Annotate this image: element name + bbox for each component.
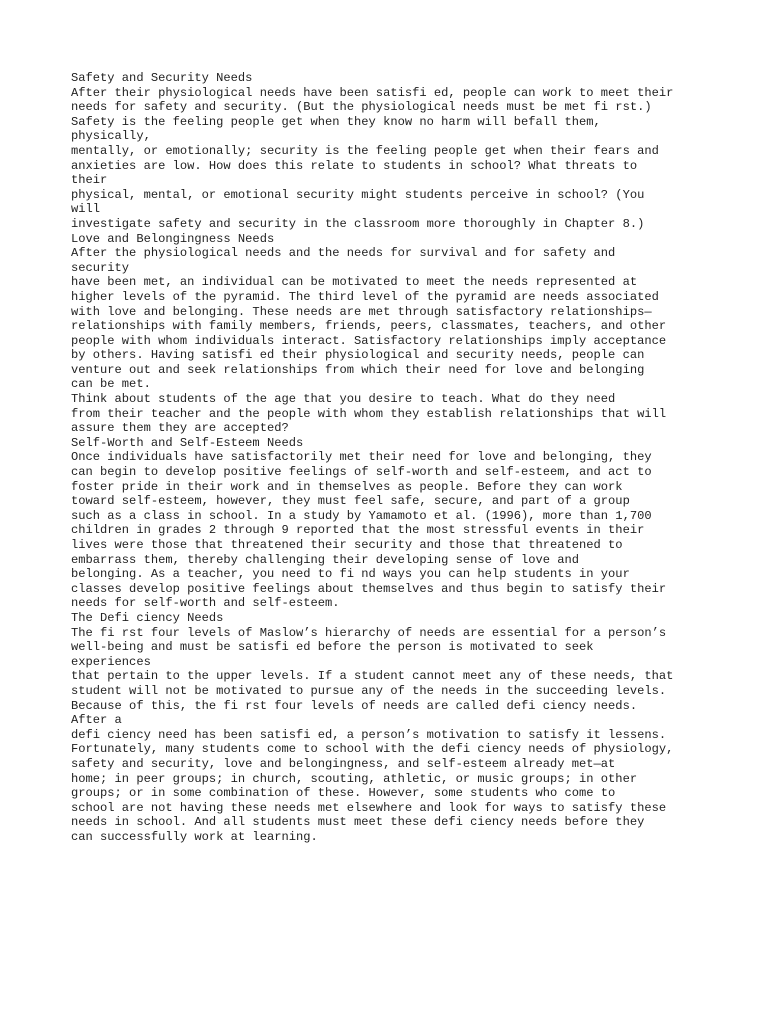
text-line: well-being and must be satisfi ed before the person is motivated to seek: [71, 640, 594, 655]
text-line: their: [71, 173, 108, 188]
text-line: security: [71, 260, 130, 275]
text-line: that pertain to the upper levels. If a student cannot meet any of these needs, that: [71, 669, 674, 684]
text-line: Once individuals have satisfactorily met their need for love and belonging, they: [71, 450, 652, 465]
text-line: needs for safety and security. (But the physiological needs must be met fi rst.): [71, 100, 652, 115]
text-line: by others. Having satisfi ed their physiological and security needs, people can: [71, 348, 645, 363]
text-line: physical, mental, or emotional security might students perceive in school? (You: [71, 187, 645, 202]
text-line: Safety is the feeling people get when they know no harm will befall them,: [71, 114, 601, 129]
text-line: After their physiological needs have been satisfi ed, people can work to meet their: [71, 85, 674, 100]
text-line: relationships with family members, friends, peers, classmates, teachers, and other: [71, 319, 667, 334]
text-line: belonging. As a teacher, you need to fi nd ways you can help students in your: [71, 567, 630, 582]
text-line: have been met, an individual can be motivated to meet the needs represented at: [71, 275, 638, 290]
text-line: Self-Worth and Self-Esteem Needs: [71, 435, 304, 450]
text-line: Love and Belongingness Needs: [71, 231, 275, 246]
text-line: investigate safety and security in the classroom more thoroughly in Chapter 8.): [71, 216, 645, 231]
text-line: Because of this, the fi rst four levels of needs are called defi ciency needs.: [71, 698, 638, 713]
text-line: children in grades 2 through 9 reported that the most stressful events in their: [71, 523, 645, 538]
text-line: Fortunately, many students come to school with the defi ciency needs of physiology,: [71, 742, 674, 757]
text-line: embarrass them, thereby challenging their developing sense of love and: [71, 552, 580, 567]
text-line: mentally, or emotionally; security is the feeling people get when their fears and: [71, 143, 659, 158]
text-line: such as a class in school. In a study by Yamamoto et al. (1996), more than 1,700: [71, 508, 652, 523]
text-line: The Defi ciency Needs: [71, 610, 224, 625]
text-line: physically,: [71, 129, 151, 144]
text-line: venture out and seek relationships from which their need for love and belonging: [71, 362, 645, 377]
text-line: anxieties are low. How does this relate to students in school? What threats to: [71, 158, 638, 173]
text-line: from their teacher and the people with whom they establish relationships that will: [71, 406, 667, 421]
text-line: foster pride in their work and in themselves as people. Before they can work: [71, 479, 623, 494]
text-line: groups; or in some combination of these. However, some students who come to: [71, 786, 616, 801]
text-line: classes develop positive feelings about themselves and thus begin to satisfy their: [71, 581, 667, 596]
text-line: can begin to develop positive feelings of self-worth and self-esteem, and act to: [71, 465, 652, 480]
text-line: people with whom individuals interact. Satisfactory relationships imply acceptance: [71, 333, 667, 348]
text-line: assure them they are accepted?: [71, 421, 289, 436]
text-line: Think about students of the age that you desire to teach. What do they need: [71, 392, 616, 407]
text-line: After the physiological needs and the needs for survival and for safety and: [71, 246, 616, 261]
text-line: The fi rst four levels of Maslow’s hierarchy of needs are essential for a person’s: [71, 625, 667, 640]
document-text: [71, 71, 731, 844]
text-line: student will not be motivated to pursue any of the needs in the succeeding levels.: [71, 683, 667, 698]
text-line: will: [71, 202, 101, 217]
text-line: lives were those that threatened their security and those that threatened to: [71, 538, 623, 552]
text-line: higher levels of the pyramid. The third level of the pyramid are needs associated: [71, 289, 659, 304]
text-line: home; in peer groups; in church, scouting, athletic, or music groups; in other: [71, 771, 638, 786]
text-line: defi ciency need has been satisfi ed, a person’s motivation to satisfy it lessens.: [71, 727, 667, 742]
text-line: safety and security, love and belongingness, and self-esteem already met—at: [71, 756, 616, 771]
text-line: experiences: [71, 654, 151, 669]
text-line: can be met.: [71, 377, 151, 392]
text-line: with love and belonging. These needs are met through satisfactory relationships—: [71, 304, 652, 319]
text-line: toward self-esteem, however, they must feel safe, secure, and part of a group: [71, 494, 630, 509]
text-line: After a: [71, 713, 122, 728]
text-line: can successfully work at learning.: [71, 829, 318, 844]
text-line: Safety and Security Needs: [71, 71, 253, 85]
text-line: needs in school. And all students must meet these defi ciency needs before they: [71, 815, 645, 830]
text-line: needs for self-worth and self-esteem.: [71, 596, 340, 611]
text-line: school are not having these needs met elsewhere and look for ways to satisfy these: [71, 800, 667, 815]
